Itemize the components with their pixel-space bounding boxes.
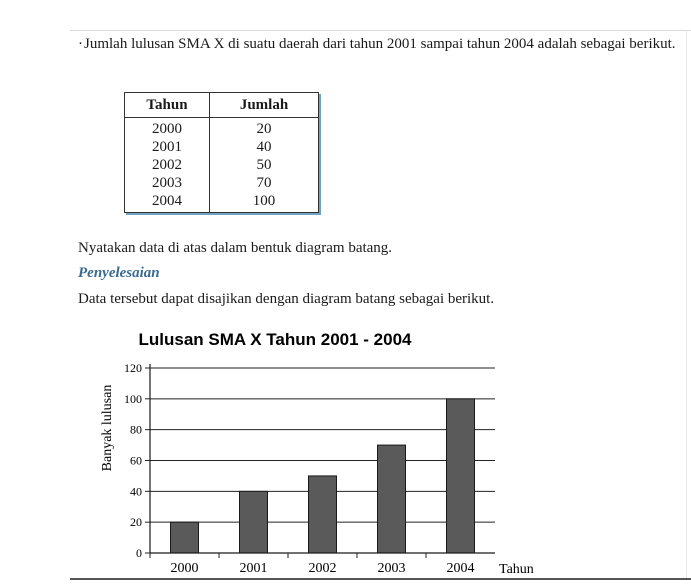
table-row xyxy=(125,192,319,213)
table-row xyxy=(125,174,319,192)
x-tick-label: 2001 xyxy=(239,561,268,576)
table-header-tahun: Tahun xyxy=(125,93,210,118)
bullet-mark: · xyxy=(78,36,83,52)
y-tick-label: 20 xyxy=(130,515,142,530)
content-frame-top xyxy=(70,30,691,31)
x-tick-label: 2004 xyxy=(446,561,475,576)
table-cell-count: 50 xyxy=(256,157,272,173)
table-header-jumlah: Jumlah xyxy=(210,93,319,118)
bar xyxy=(171,522,199,553)
bar xyxy=(309,476,337,553)
solution-heading: Penyelesaian xyxy=(78,265,160,281)
problem-paragraph xyxy=(78,34,678,54)
y-axis-label: Banyak lulusan xyxy=(100,384,115,472)
chart-title: Lulusan SMA X Tahun 2001 - 2004 xyxy=(138,330,412,349)
solution-text: Data tersebut dapat disajikan dengan diagram batang sebagai berikut. xyxy=(78,291,495,307)
bar xyxy=(378,445,406,553)
content-frame-right xyxy=(686,30,687,578)
bar xyxy=(447,399,475,553)
y-tick-label: 120 xyxy=(124,361,142,375)
table-cell-year: 2004 xyxy=(125,192,210,213)
table-header-row xyxy=(125,93,319,118)
table-row xyxy=(125,118,319,139)
y-tick-label: 80 xyxy=(130,422,142,437)
instruction-text: Nyatakan data di atas dalam bentuk diagram batang. xyxy=(78,240,393,256)
bar xyxy=(240,491,268,553)
table-cell-year: 2003 xyxy=(125,174,210,192)
bar-chart xyxy=(95,325,565,577)
table-cell-count: 100 xyxy=(252,193,276,209)
table-cell-count: 70 xyxy=(256,175,272,191)
data-table xyxy=(124,92,319,213)
problem-text: Jumlah lulusan SMA X di suatu daerah dari tahun 2001 sampai tahun 2004 adalah sebagai berikut. xyxy=(84,36,676,52)
y-tick-label: 60 xyxy=(130,453,142,468)
table-cell-count: 40 xyxy=(256,139,272,155)
x-tick-label: 2002 xyxy=(308,561,337,576)
x-tick-label: 2000 xyxy=(170,561,199,576)
x-tick-label: 2003 xyxy=(377,561,406,576)
y-tick-label: 0 xyxy=(136,546,142,560)
content-frame-bottom xyxy=(70,578,691,580)
x-axis-label: Tahun xyxy=(499,562,534,577)
table-cell-count: 20 xyxy=(256,121,272,137)
table-cell-year: 2001 xyxy=(125,138,210,156)
table-cell-year: 2000 xyxy=(125,118,210,139)
y-tick-label: 100 xyxy=(124,391,142,406)
table-row xyxy=(125,156,319,174)
table-row xyxy=(125,138,319,156)
y-tick-label: 40 xyxy=(130,484,142,499)
table-cell-year: 2002 xyxy=(125,156,210,174)
